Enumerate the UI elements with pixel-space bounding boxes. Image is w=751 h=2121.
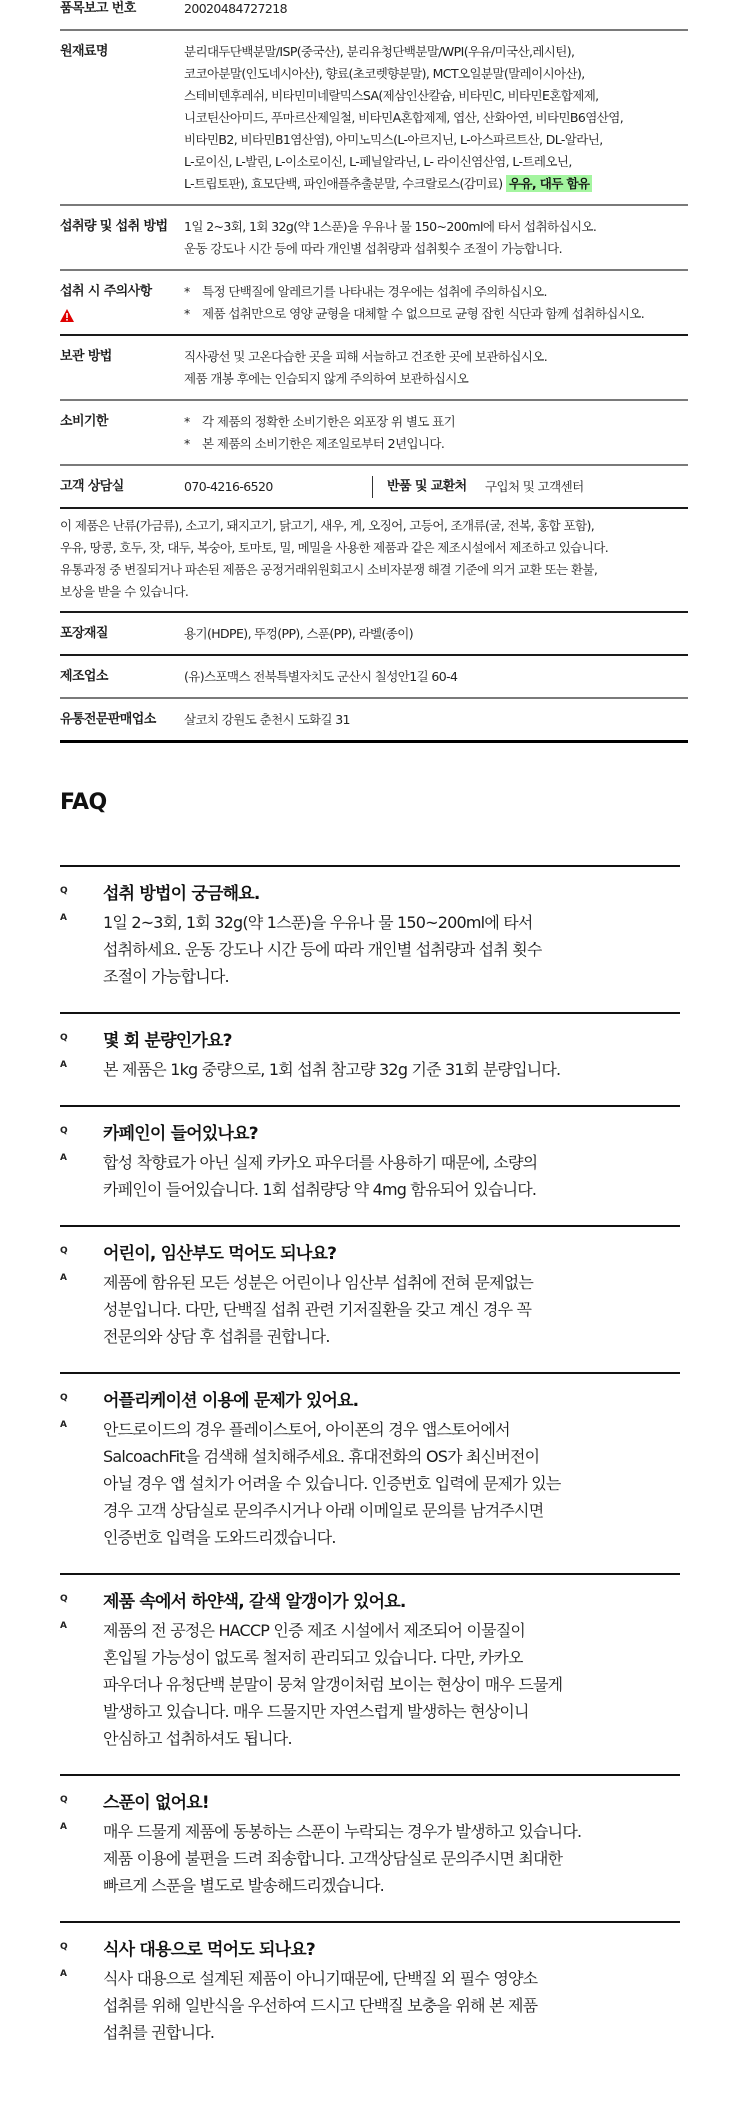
faq-question <box>60 1937 680 1963</box>
expiry-text: 각 제품의 정확한 소비기한은 외포장 위 별도 표기 <box>202 414 456 429</box>
bullet-marker: * <box>184 436 190 451</box>
row-contact <box>60 466 688 509</box>
row-label: 소비기한 <box>60 414 108 429</box>
allergen-notice <box>60 509 688 613</box>
notice-line: 우유, 땅콩, 호두, 잣, 대두, 복숭아, 토마토, 밀, 메밀을 사용한 제품과 같은 제조시설에서 제조하고 있습니다. <box>60 540 609 555</box>
question-text: 스푼이 없어요! <box>103 1793 209 1813</box>
answer-line: 조절이 가능합니다. <box>103 967 229 986</box>
answer-text <box>103 1269 533 1350</box>
answer-line: 제품에 함유된 모든 성분은 어린이나 임산부 섭취에 전혀 문제없는 <box>103 1273 534 1292</box>
answer-line: 카페인이 들어있습니다. 1회 섭취량당 약 4mg 함유되어 있습니다. <box>103 1180 537 1199</box>
answer-line: 발생하고 있습니다. 매우 드물지만 자연스럽게 발생하는 현상이니 <box>103 1702 529 1721</box>
answer-text <box>103 1416 561 1551</box>
faq-answer <box>60 1267 680 1350</box>
ingredient-line-text: L-트립토판), 효모단백, 파인애플추출분말, 수크랄로스(감미료) <box>184 176 503 191</box>
dosage-line: 운동 강도나 시간 등에 따라 개인별 섭취량과 섭취횟수 조절이 가능합니다. <box>184 241 562 256</box>
faq-item <box>60 865 680 1012</box>
ingredient-line: L-로이신, L-발린, L-이소로이신, L-페닐알라닌, L- 라이신염산염, L-트레오닌, <box>184 154 572 169</box>
a-marker: A <box>60 1060 67 1070</box>
caution-label: 섭취 시 주의사항 <box>60 284 152 299</box>
answer-line: 혼입될 가능성이 없도록 철저히 관리되고 있습니다. 다만, 카카오 <box>103 1648 523 1667</box>
row-label: 반품 및 교환처 <box>387 479 467 494</box>
question-text: 섭취 방법이 궁금해요. <box>103 884 260 904</box>
faq-item <box>60 1105 680 1225</box>
row-expiry <box>60 401 688 466</box>
faq-question <box>60 1121 680 1147</box>
notice-line: 이 제품은 난류(가금류), 소고기, 돼지고기, 닭고기, 새우, 게, 오징어, 고등어, 조개류(굴, 전복, 홍합 포함), <box>60 518 595 533</box>
ingredient-line-last <box>184 173 688 195</box>
faq-answer <box>60 1147 680 1203</box>
a-marker: A <box>60 1273 67 1283</box>
caution-item <box>184 281 688 303</box>
answer-line: SalcoachFit을 검색해 설치해주세요. 휴대전화의 OS가 최신버전이 <box>103 1447 540 1466</box>
faq-title: FAQ <box>60 790 107 815</box>
answer-line: 성분입니다. 다만, 단백질 섭취 관련 기저질환을 갖고 계신 경우 꼭 <box>103 1300 532 1319</box>
answer-line: 파우더나 유청단백 분말이 뭉쳐 알갱이처럼 보이는 현상이 매우 드물게 <box>103 1675 563 1694</box>
ingredients-text <box>184 41 688 195</box>
a-marker: A <box>60 1420 67 1430</box>
storage-text <box>184 346 688 390</box>
row-label: 고객 상담실 <box>60 479 124 494</box>
q-marker: Q <box>60 1033 68 1043</box>
faq-item <box>60 1573 680 1774</box>
row-label: 유통전문판매업소 <box>60 712 156 727</box>
notice-line: 유통과정 중 변질되거나 파손된 제품은 공정거래위원회고시 소비자분쟁 해결 기준에 의거 교환 또는 환불, <box>60 562 598 577</box>
faq-answer <box>60 1615 680 1752</box>
a-marker: A <box>60 1822 67 1832</box>
faq-question <box>60 1589 680 1615</box>
answer-line: 안심하고 섭취하셔도 됩니다. <box>103 1729 292 1748</box>
row-label: 포장재질 <box>60 626 108 641</box>
row-storage <box>60 336 688 401</box>
dosage-text <box>184 216 688 260</box>
q-marker: Q <box>60 1594 68 1604</box>
ingredient-line: 분리대두단백분말/ISP(중국산), 분리유청단백분말/WPI(우유/미국산,레시틴), <box>184 44 575 59</box>
storage-line: 제품 개봉 후에는 인습되지 않게 주의하여 보관하십시오 <box>184 371 469 386</box>
caution-item <box>184 303 688 325</box>
answer-line: 전문의와 상담 후 섭취를 권합니다. <box>103 1327 330 1346</box>
row-packaging <box>60 613 688 656</box>
customer-service <box>60 476 373 498</box>
caution-text: 제품 섭취만으로 영양 균형을 대체할 수 없으므로 균형 잡힌 식단과 함께 섭취하십시오. <box>202 306 645 321</box>
row-label: 원재료명 <box>60 44 108 59</box>
faq-answer <box>60 1963 680 2046</box>
bullet-marker: * <box>184 284 190 299</box>
answer-text <box>103 1818 581 1899</box>
expiry-item <box>184 433 688 455</box>
question-text: 몇 회 분량인가요? <box>103 1031 232 1051</box>
question-text: 어플리케이션 이용에 문제가 있어요. <box>103 1391 359 1411</box>
row-label-caution <box>60 281 184 325</box>
answer-line: 아닐 경우 앱 설치가 어려울 수 있습니다. 인증번호 입력에 문제가 있는 <box>103 1474 561 1493</box>
row-value: (유)스포맥스 전북특별자치도 군산시 칠성안1길 60-4 <box>184 669 458 684</box>
answer-line: 빠르게 스푼을 별도로 발송해드리겠습니다. <box>103 1876 384 1895</box>
answer-line: 매우 드물게 제품에 동봉하는 스푼이 누락되는 경우가 발생하고 있습니다. <box>103 1822 582 1841</box>
answer-line: 섭취를 위해 일반식을 우선하여 드시고 단백질 보충을 위해 본 제품 <box>103 1996 538 2015</box>
q-marker: Q <box>60 1126 68 1136</box>
ingredient-line: 비타민B2, 비타민B1염산염), 아미노믹스(L-아르지닌, L-아스파르트산, DL-알라닌, <box>184 132 603 147</box>
row-manufacturer <box>60 656 688 699</box>
row-label: 보관 방법 <box>60 349 112 364</box>
answer-line: 합성 착향료가 아닌 실제 카카오 파우더를 사용하기 때문에, 소량의 <box>103 1153 538 1172</box>
ingredient-line: 스테비텐후레쉬, 비타민미네랄믹스SA(제삼인산칼슘, 비타민C, 비타민E혼합제제, <box>184 88 599 103</box>
caution-text: 특정 단백질에 알레르기를 나타내는 경우에는 섭취에 주의하십시오. <box>202 284 547 299</box>
customer-service-phone[interactable]: 070-4216-6520 <box>184 479 273 494</box>
bullet-marker: * <box>184 306 190 321</box>
answer-line: 섭취하세요. 운동 강도나 시간 등에 따라 개인별 섭취량과 섭취 횟수 <box>103 940 542 959</box>
answer-text <box>103 1149 537 1203</box>
q-marker: Q <box>60 1246 68 1256</box>
faq-answer <box>60 1414 680 1551</box>
a-marker: A <box>60 1153 67 1163</box>
ingredient-line: 코코아분말(인도네시아산), 향료(초코렛향분말), MCT오일분말(말레이시아산), <box>184 66 585 81</box>
faq-answer <box>60 907 680 990</box>
question-text: 식사 대용으로 먹어도 되나요? <box>103 1940 315 1960</box>
return-exchange-value: 구입처 및 고객센터 <box>485 479 584 494</box>
row-label: 품목보고 번호 <box>60 1 136 16</box>
faq-item <box>60 1012 680 1105</box>
question-text: 카페인이 들어있나요? <box>103 1124 258 1144</box>
ingredient-line: 니코틴산아미드, 푸마르산제일철, 비타민A혼합제제, 엽산, 산화아연, 비타민B6염산염, <box>184 110 624 125</box>
a-marker: A <box>60 1621 67 1631</box>
faq-answer <box>60 1816 680 1899</box>
faq-answer <box>60 1054 680 1083</box>
a-marker: A <box>60 913 67 923</box>
answer-line: 경우 고객 상담실로 문의주시거나 아래 이메일로 문의를 남겨주시면 <box>103 1501 544 1520</box>
answer-line: 제품의 전 공정은 HACCP 인증 제조 시설에서 제조되어 이물질이 <box>103 1621 526 1640</box>
expiry-text: 본 제품의 소비기한은 제조일로부터 2년입니다. <box>202 436 445 451</box>
allergen-badge: 우유, 대두 함유 <box>506 175 593 192</box>
answer-line: 인증번호 입력을 도와드리겠습니다. <box>103 1528 336 1547</box>
answer-text <box>103 909 542 990</box>
answer-line: 1일 2~3회, 1회 32g(약 1스푼)을 우유나 물 150~200ml에 타서 <box>103 913 533 932</box>
faq-question <box>60 1028 680 1054</box>
row-caution <box>60 271 688 336</box>
row-distributor <box>60 699 688 743</box>
faq-question <box>60 881 680 907</box>
storage-line: 직사광선 및 고온다습한 곳을 피해 서늘하고 건조한 곳에 보관하십시오. <box>184 349 548 364</box>
faq-question <box>60 1388 680 1414</box>
faq-item <box>60 1921 680 2068</box>
faq-question <box>60 1790 680 1816</box>
row-label: 제조업소 <box>60 669 108 684</box>
q-marker: Q <box>60 886 68 896</box>
row-value: 20020484727218 <box>184 1 287 16</box>
q-marker: Q <box>60 1393 68 1403</box>
row-value: 살코치 강원도 춘천시 도화길 31 <box>184 712 350 727</box>
dosage-line: 1일 2~3회, 1회 32g(약 1스푼)을 우유나 물 150~200ml에 타서 섭취하십시오. <box>184 219 597 234</box>
expiry-item <box>184 411 688 433</box>
answer-line: 제품 이용에 불편을 드려 죄송합니다. 고객상담실로 문의주시면 최대한 <box>103 1849 563 1868</box>
expiry-list <box>184 411 688 455</box>
warning-triangle-icon <box>60 309 74 322</box>
row-label: 섭취량 및 섭취 방법 <box>60 219 168 234</box>
faq-item <box>60 1225 680 1372</box>
caution-list <box>184 281 688 325</box>
row-report-number <box>60 0 688 31</box>
question-text: 어린이, 임산부도 먹어도 되나요? <box>103 1244 337 1264</box>
row-dosage <box>60 206 688 271</box>
answer-text <box>103 1056 560 1083</box>
answer-line: 섭취를 권합니다. <box>103 2023 215 2042</box>
answer-line: 안드로이드의 경우 플레이스토어, 아이폰의 경우 앱스토어에서 <box>103 1420 510 1439</box>
row-ingredients <box>60 31 688 206</box>
faq-question <box>60 1241 680 1267</box>
q-marker: Q <box>60 1795 68 1805</box>
question-text: 제품 속에서 하얀색, 갈색 알갱이가 있어요. <box>103 1592 406 1612</box>
answer-text <box>103 1617 562 1752</box>
faq-list <box>60 865 680 2068</box>
answer-line: 본 제품은 1kg 중량으로, 1회 섭취 참고량 32g 기준 31회 분량입니다. <box>103 1060 561 1079</box>
faq-item <box>60 1372 680 1573</box>
bullet-marker: * <box>184 414 190 429</box>
answer-text <box>103 1965 537 2046</box>
return-exchange <box>373 476 584 498</box>
q-marker: Q <box>60 1942 68 1952</box>
row-value: 용기(HDPE), 뚜껑(PP), 스푼(PP), 라벨(종이) <box>184 626 414 641</box>
a-marker: A <box>60 1969 67 1979</box>
answer-line: 식사 대용으로 설계된 제품이 아니기때문에, 단백질 외 필수 영양소 <box>103 1969 538 1988</box>
faq-item <box>60 1774 680 1921</box>
notice-line: 보상을 받을 수 있습니다. <box>60 584 189 599</box>
product-info-table <box>60 0 688 743</box>
